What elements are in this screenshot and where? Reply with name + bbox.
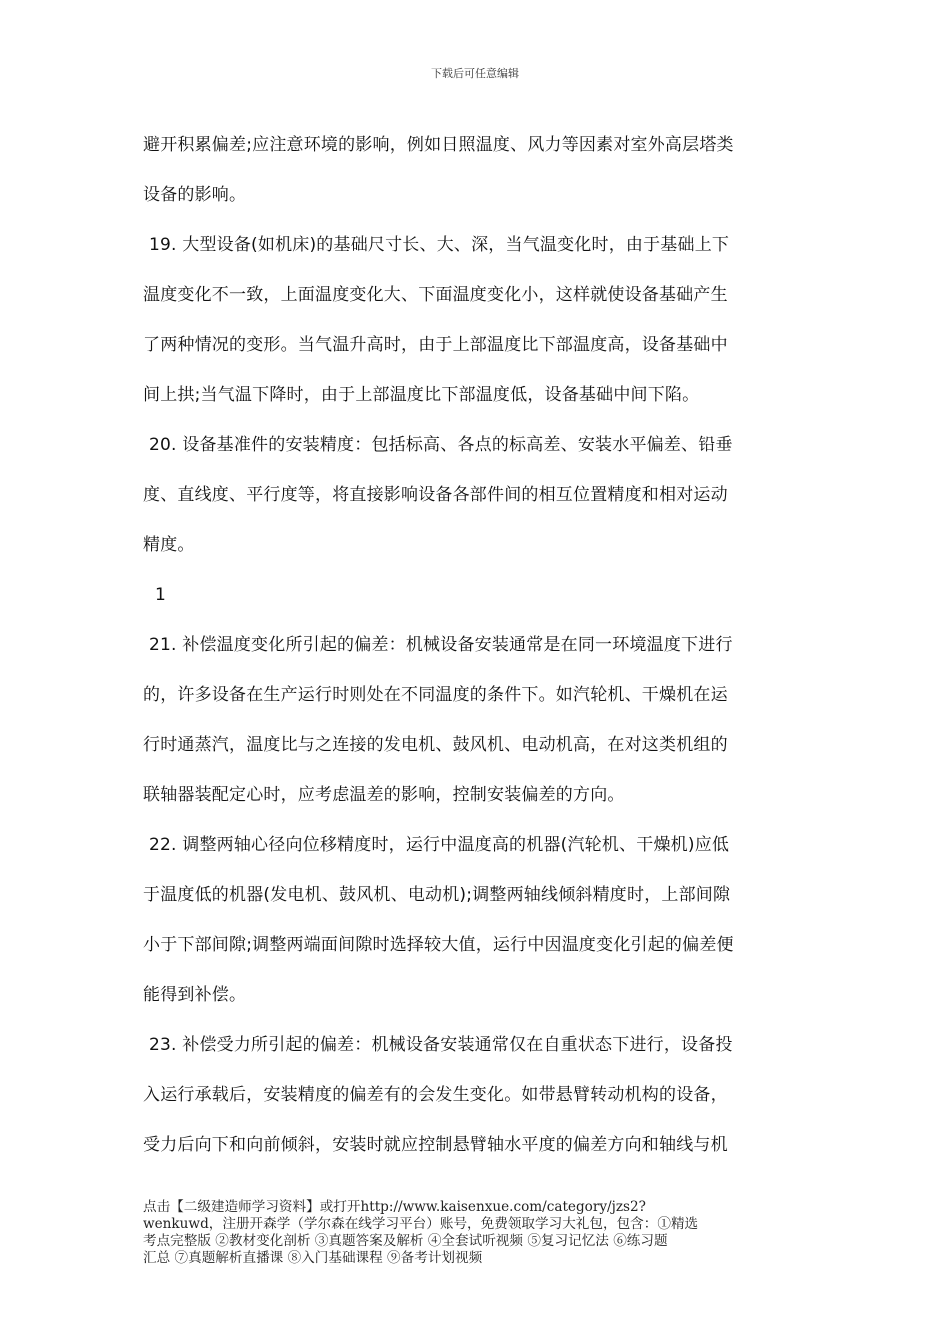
body-line: 23. 补偿受力所引起的偏差：机械设备安装通常仅在自重状态下进行，设备投 [149,1035,733,1055]
body-line: 联轴器装配定心时，应考虑温差的影响，控制安装偏差的方向。 [143,785,625,805]
body-line: 入运行承载后，安装精度的偏差有的会发生变化。如带悬臂转动机构的设备， [143,1085,728,1105]
body-line: 度、直线度、平行度等，将直接影响设备各部件间的相互位置精度和相对运动 [143,485,728,505]
body-line: 受力后向下和向前倾斜，安装时就应控制悬臂轴水平度的偏差方向和轴线与机 [143,1135,728,1155]
body-line: 行时通蒸汽，温度比与之连接的发电机、鼓风机、电动机高，在对这类机组的 [143,735,728,755]
footer-line: 汇总 ⑦真题解析直播课 ⑧入门基础课程 ⑨备考计划视频 [143,1250,483,1266]
body-line: 的，许多设备在生产运行时则处在不同温度的条件下。如汽轮机、干燥机在运 [143,685,728,705]
page-number: 1 [155,585,167,605]
footer-promo [143,1199,811,1267]
body-line: 了两种情况的变形。当气温升高时，由于上部温度比下部温度高，设备基础中 [143,335,728,355]
body-line: 19. 大型设备(如机床)的基础尺寸长、大、深，当气温变化时，由于基础上下 [149,235,730,255]
body-line: 间上拱;当气温下降时，由于上部温度比下部温度低，设备基础中间下陷。 [143,385,700,405]
document-body [143,120,807,1170]
body-line: 设备的影响。 [143,185,247,205]
page-header-note: 下载后可任意编辑 [431,67,519,80]
body-line: 小于下部间隙;调整两端面间隙时选择较大值，运行中因温度变化引起的偏差便 [143,935,734,955]
body-line: 精度。 [143,535,195,555]
footer-line: 考点完整版 ②教材变化剖析 ③真题答案及解析 ④全套试听视频 ⑤复习记忆法 ⑥练习题 [143,1233,668,1249]
body-line: 22. 调整两轴心径向位移精度时，运行中温度高的机器(汽轮机、干燥机)应低 [149,835,730,855]
body-line: 温度变化不一致，上面温度变化大、下面温度变化小，这样就使设备基础产生 [143,285,728,305]
body-line: 避开积累偏差;应注意环境的影响，例如日照温度、风力等因素对室外高层塔类 [143,135,734,155]
body-line: 20. 设备基准件的安装精度：包括标高、各点的标高差、安装水平偏差、铅垂 [149,435,733,455]
footer-line: 点击【二级建造师学习资料】或打开http://www.kaisenxue.com/category/jzs2? [143,1199,646,1215]
footer-line: wenkuwd，注册开森学（学尔森在线学习平台）账号，免费领取学习大礼包，包含：①精选 [143,1216,699,1232]
body-line: 能得到补偿。 [143,985,247,1005]
body-line: 21. 补偿温度变化所引起的偏差：机械设备安装通常是在同一环境温度下进行 [149,635,733,655]
body-line: 于温度低的机器(发电机、鼓风机、电动机);调整两轴线倾斜精度时，上部间隙 [143,885,731,905]
